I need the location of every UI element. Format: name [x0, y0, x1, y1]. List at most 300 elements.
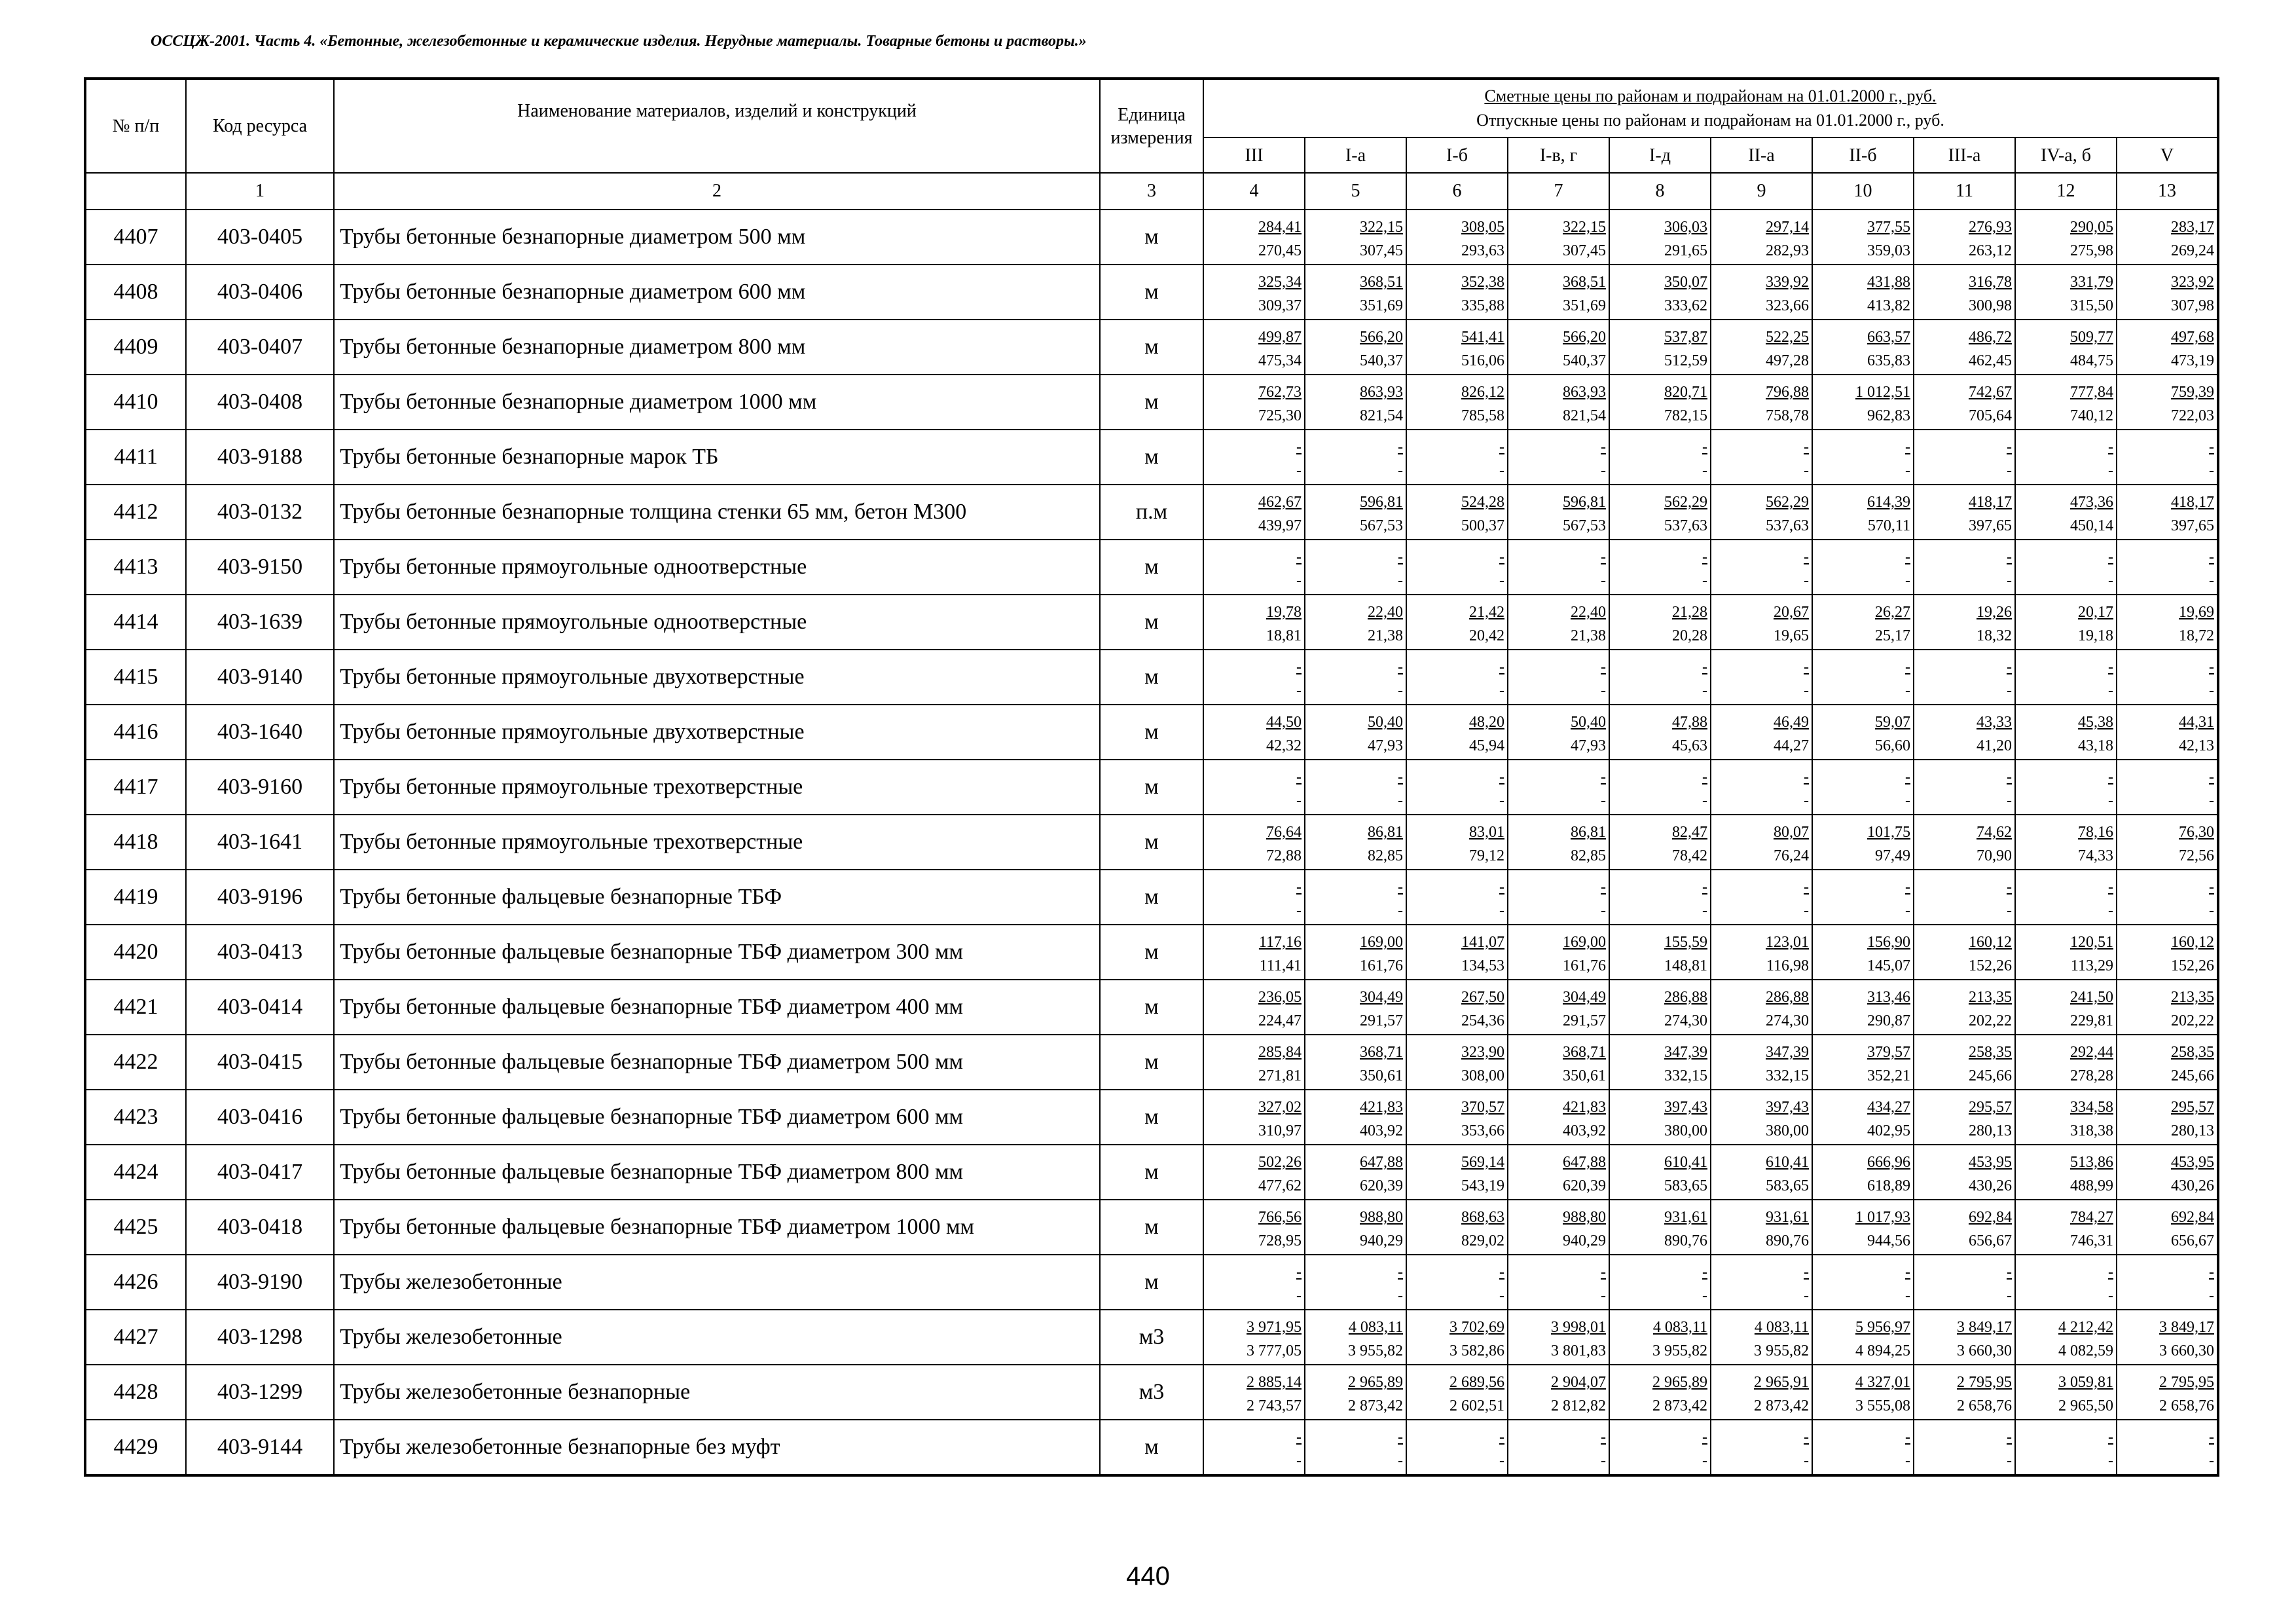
row-number: 4410: [85, 375, 186, 430]
row-number: 4427: [85, 1310, 186, 1365]
release-price: 323,66: [1766, 297, 1809, 314]
row-number: 4420: [85, 925, 186, 980]
price-cell: [1203, 1090, 1305, 1145]
price-cell: [2117, 375, 2218, 430]
material-name: Трубы бетонные прямоугольные двухотверстные: [334, 705, 1100, 760]
release-price: 351,69: [1563, 297, 1606, 314]
estimate-price: -: [2108, 549, 2113, 566]
price-cell: [1711, 1145, 1812, 1200]
price-cell: [1711, 1035, 1812, 1090]
price-cell: [1609, 705, 1711, 760]
estimate-price: 3 998,01: [1551, 1319, 1606, 1336]
price-cell: [1406, 1090, 1508, 1145]
estimate-price: 19,26: [1977, 604, 2012, 621]
price-cell: [2117, 1255, 2218, 1310]
estimate-price: -: [1702, 1429, 1707, 1446]
estimate-price: -: [1601, 1429, 1606, 1446]
release-price: -: [1601, 902, 1606, 919]
resource-code: 403-0405: [186, 210, 334, 265]
estimate-price: 692,84: [1969, 1209, 2012, 1226]
release-price: 19,65: [1774, 627, 1809, 644]
release-price: 403,92: [1360, 1122, 1403, 1139]
estimate-price: -: [2108, 1429, 2113, 1446]
estimate-price: 370,57: [1461, 1099, 1504, 1116]
resource-code: 403-9196: [186, 870, 334, 925]
price-cell: [1914, 1035, 2015, 1090]
release-price: -: [2209, 682, 2214, 699]
row-number: 4421: [85, 980, 186, 1035]
resource-code: 403-9160: [186, 760, 334, 815]
release-price: 274,30: [1766, 1012, 1809, 1029]
price-cell: [1305, 1365, 1406, 1420]
estimate-price: 820,71: [1664, 384, 1707, 401]
price-cell: [2015, 1200, 2117, 1255]
price-cell: [1406, 815, 1508, 870]
unit: м: [1100, 980, 1203, 1035]
estimate-price: -: [1296, 439, 1302, 456]
estimate-price: 45,38: [2078, 714, 2113, 731]
unit: м: [1100, 1035, 1203, 1090]
release-price: 282,93: [1766, 242, 1809, 259]
release-price: 962,83: [1867, 407, 1910, 424]
estimate-price: 236,05: [1258, 989, 1302, 1006]
row-number: 4414: [85, 595, 186, 650]
estimate-price: 614,39: [1867, 494, 1910, 511]
price-cell: [1203, 210, 1305, 265]
estimate-price: 82,47: [1672, 824, 1707, 841]
estimate-price: 4 083,11: [1348, 1319, 1403, 1336]
table-row: [85, 1145, 2218, 1200]
release-price: 145,07: [1867, 957, 1910, 974]
table-row: [85, 320, 2218, 375]
material-name: Трубы бетонные фальцевые безнапорные ТБФ: [334, 870, 1100, 925]
release-price: -: [2209, 572, 2214, 589]
release-price: 271,81: [1258, 1067, 1302, 1084]
unit: м: [1100, 760, 1203, 815]
price-cell: [1305, 595, 1406, 650]
price-cell: [1305, 1255, 1406, 1310]
price-cell: [1609, 540, 1711, 595]
price-cell: [1711, 1255, 1812, 1310]
row-number: 4412: [85, 485, 186, 540]
estimate-price: -: [1398, 549, 1403, 566]
estimate-price: 21,42: [1469, 604, 1504, 621]
estimate-price: -: [1398, 1264, 1403, 1281]
estimate-price: 59,07: [1875, 714, 1910, 731]
estimate-price: -: [1601, 549, 1606, 566]
estimate-price: 26,27: [1875, 604, 1910, 621]
estimate-price: -: [1398, 879, 1403, 896]
release-price: 4 894,25: [1855, 1342, 1910, 1359]
price-cell: [1508, 1255, 1609, 1310]
price-cell: [1812, 980, 1914, 1035]
estimate-price: -: [1702, 769, 1707, 786]
unit: м: [1100, 1200, 1203, 1255]
header-prices-estimate: Сметные цены по районам и подрайонам на 01.01.2000 г., руб.: [1484, 86, 1937, 106]
price-cell: [1406, 375, 1508, 430]
release-price: 45,94: [1469, 737, 1504, 754]
release-price: -: [1905, 572, 1910, 589]
price-cell: [2015, 925, 2117, 980]
estimate-price: 46,49: [1774, 714, 1809, 731]
release-price: 2 965,50: [2058, 1397, 2113, 1414]
material-name: Трубы железобетонные: [334, 1255, 1100, 1310]
price-cell: [1711, 210, 1812, 265]
resource-code: 403-9140: [186, 650, 334, 705]
estimate-price: 431,88: [1867, 274, 1910, 291]
release-price: 82,85: [1571, 847, 1606, 864]
estimate-price: 86,81: [1368, 824, 1403, 841]
price-cell: [2015, 980, 2117, 1035]
resource-code: 403-0406: [186, 265, 334, 320]
price-cell: [1609, 1310, 1711, 1365]
estimate-price: -: [1601, 879, 1606, 896]
price-cell: [2015, 1035, 2117, 1090]
unit: м: [1100, 1090, 1203, 1145]
release-price: -: [2007, 1452, 2012, 1469]
estimate-price: -: [2007, 549, 2012, 566]
release-price: -: [1499, 1452, 1504, 1469]
price-cell: [1812, 1145, 1914, 1200]
estimate-price: 397,43: [1664, 1099, 1707, 1116]
release-price: 161,76: [1360, 957, 1403, 974]
table-row: [85, 760, 2218, 815]
estimate-price: 101,75: [1867, 824, 1910, 841]
resource-code: 403-1299: [186, 1365, 334, 1420]
estimate-price: 692,84: [2171, 1209, 2214, 1226]
release-price: 300,98: [1969, 297, 2012, 314]
release-price: 56,60: [1875, 737, 1910, 754]
release-price: 245,66: [1969, 1067, 2012, 1084]
document-header: ОССЦЖ-2001. Часть 4. «Бетонные, железобетонные и керамические изделия. Нерудные материалы. Товарные бетоны и растворы.»: [151, 33, 1087, 50]
release-price: 3 955,82: [1652, 1342, 1707, 1359]
estimate-price: 322,15: [1360, 219, 1403, 236]
price-cell: [2015, 540, 2117, 595]
release-price: 134,53: [1461, 957, 1504, 974]
row-number: 4407: [85, 210, 186, 265]
release-price: -: [1905, 902, 1910, 919]
estimate-price: 276,93: [1969, 219, 2012, 236]
estimate-price: 306,03: [1664, 219, 1707, 236]
price-cell: [1406, 540, 1508, 595]
estimate-price: 762,73: [1258, 384, 1302, 401]
estimate-price: 313,46: [1867, 989, 1910, 1006]
price-cell: [1406, 1200, 1508, 1255]
release-price: 269,24: [2171, 242, 2214, 259]
price-cell: [2015, 1090, 2117, 1145]
row-number: 4423: [85, 1090, 186, 1145]
release-price: 308,00: [1461, 1067, 1504, 1084]
release-price: 116,98: [1766, 957, 1809, 974]
release-price: 540,37: [1563, 352, 1606, 369]
estimate-price: 43,33: [1977, 714, 2012, 731]
price-cell: [1609, 1200, 1711, 1255]
table-row: [85, 815, 2218, 870]
estimate-price: -: [1702, 549, 1707, 566]
estimate-price: 759,39: [2171, 384, 2214, 401]
release-price: 274,30: [1664, 1012, 1707, 1029]
estimate-price: 497,68: [2171, 329, 2214, 346]
price-cell: [1305, 430, 1406, 485]
release-price: 620,39: [1360, 1177, 1403, 1194]
price-cell: [1812, 815, 1914, 870]
release-price: 497,28: [1766, 352, 1809, 369]
price-cell: [1508, 980, 1609, 1035]
release-price: -: [1905, 682, 1910, 699]
release-price: -: [2108, 462, 2113, 479]
price-cell: [1914, 870, 2015, 925]
price-cell: [2117, 485, 2218, 540]
row-number: 4425: [85, 1200, 186, 1255]
price-cell: [1812, 1200, 1914, 1255]
price-cell: [1305, 705, 1406, 760]
estimate-price: 509,77: [2070, 329, 2113, 346]
estimate-price: 596,81: [1360, 494, 1403, 511]
release-price: 152,26: [1969, 957, 2012, 974]
release-price: -: [1398, 1452, 1403, 1469]
price-cell: [1711, 540, 1812, 595]
estimate-price: -: [1804, 769, 1809, 786]
release-price: -: [2108, 572, 2113, 589]
resource-code: 403-1640: [186, 705, 334, 760]
price-cell: [1812, 925, 1914, 980]
estimate-price: -: [1905, 659, 1910, 676]
release-price: -: [1905, 462, 1910, 479]
price-cell: [2117, 595, 2218, 650]
price-cell: [1609, 210, 1711, 265]
price-cell: [1711, 1090, 1812, 1145]
release-price: -: [1702, 792, 1707, 809]
price-cell: [1508, 1200, 1609, 1255]
release-price: 540,37: [1360, 352, 1403, 369]
resource-code: 403-9190: [186, 1255, 334, 1310]
release-price: 475,34: [1258, 352, 1302, 369]
unit: м: [1100, 650, 1203, 705]
release-price: 500,37: [1461, 517, 1504, 534]
estimate-price: -: [2007, 659, 2012, 676]
estimate-price: 1 017,93: [1855, 1209, 1910, 1226]
price-cell: [1711, 760, 1812, 815]
estimate-price: -: [1499, 549, 1504, 566]
estimate-price: -: [2007, 769, 2012, 786]
estimate-price: 3 971,95: [1247, 1319, 1302, 1336]
price-table: [84, 77, 2219, 1477]
table-row: [85, 375, 2218, 430]
column-number: 3: [1100, 173, 1203, 210]
unit: м: [1100, 210, 1203, 265]
price-cell: [1609, 1255, 1711, 1310]
column-number: 6: [1406, 173, 1508, 210]
price-cell: [1914, 265, 2015, 320]
estimate-price: 368,51: [1360, 274, 1403, 291]
price-cell: [1711, 870, 1812, 925]
price-cell: [1508, 1310, 1609, 1365]
material-name: Трубы бетонные прямоугольные трехотверстные: [334, 815, 1100, 870]
release-price: 537,63: [1664, 517, 1707, 534]
release-price: 537,63: [1766, 517, 1809, 534]
release-price: 2 873,42: [1348, 1397, 1403, 1414]
price-cell: [1812, 540, 1914, 595]
estimate-price: 4 083,11: [1652, 1319, 1707, 1336]
estimate-price: -: [2007, 1429, 2012, 1446]
price-cell: [1406, 1420, 1508, 1475]
estimate-price: -: [1296, 1429, 1302, 1446]
estimate-price: -: [2108, 659, 2113, 676]
estimate-price: -: [2209, 659, 2214, 676]
release-price: -: [1702, 462, 1707, 479]
price-cell: [2117, 1200, 2218, 1255]
release-price: -: [1398, 902, 1403, 919]
release-price: -: [1296, 572, 1302, 589]
estimate-price: 647,88: [1360, 1154, 1403, 1171]
price-cell: [1508, 375, 1609, 430]
price-cell: [1305, 1310, 1406, 1365]
release-price: 318,38: [2070, 1122, 2113, 1139]
price-cell: [1711, 1365, 1812, 1420]
release-price: 2 658,76: [1957, 1397, 2012, 1414]
release-price: 2 873,42: [1754, 1397, 1809, 1414]
estimate-price: 784,27: [2070, 1209, 2113, 1226]
price-cell: [1305, 1145, 1406, 1200]
unit: м: [1100, 1145, 1203, 1200]
material-name: Трубы бетонные прямоугольные трехотверстные: [334, 760, 1100, 815]
material-name: Трубы бетонные безнапорные марок ТБ: [334, 430, 1100, 485]
column-number: 12: [2015, 173, 2117, 210]
release-price: 111,41: [1259, 957, 1302, 974]
price-cell: [1406, 1310, 1508, 1365]
price-cell: [1609, 925, 1711, 980]
resource-code: 403-0416: [186, 1090, 334, 1145]
price-cell: [1508, 430, 1609, 485]
release-price: 332,15: [1766, 1067, 1809, 1084]
price-cell: [1406, 595, 1508, 650]
release-price: 656,67: [2171, 1232, 2214, 1249]
release-price: -: [1702, 572, 1707, 589]
unit: м: [1100, 705, 1203, 760]
release-price: 722,03: [2171, 407, 2214, 424]
material-name: Трубы бетонные безнапорные диаметром 600 мм: [334, 265, 1100, 320]
release-price: -: [1296, 462, 1302, 479]
estimate-price: 766,56: [1258, 1209, 1302, 1226]
price-cell: [1914, 1310, 2015, 1365]
price-cell: [1711, 595, 1812, 650]
price-cell: [1406, 265, 1508, 320]
price-cell: [1914, 1365, 2015, 1420]
release-price: -: [1601, 462, 1606, 479]
estimate-price: 347,39: [1766, 1044, 1809, 1061]
unit: м3: [1100, 1310, 1203, 1365]
material-name: Трубы бетонные безнапорные толщина стенки 65 мм, бетон М300: [334, 485, 1100, 540]
row-number: 4408: [85, 265, 186, 320]
estimate-price: -: [1905, 1264, 1910, 1281]
release-price: 72,88: [1266, 847, 1302, 864]
price-cell: [1305, 1090, 1406, 1145]
release-price: 78,42: [1672, 847, 1707, 864]
unit: м: [1100, 925, 1203, 980]
price-cell: [1203, 320, 1305, 375]
estimate-price: 213,35: [2171, 989, 2214, 1006]
price-cell: [1203, 375, 1305, 430]
price-cell: [2015, 485, 2117, 540]
release-price: 263,12: [1969, 242, 2012, 259]
release-price: -: [2007, 902, 2012, 919]
release-price: -: [1804, 1452, 1809, 1469]
release-price: 202,22: [2171, 1012, 2214, 1029]
estimate-price: 44,31: [2179, 714, 2214, 731]
price-cell: [1914, 430, 2015, 485]
price-cell: [2117, 1035, 2218, 1090]
estimate-price: 19,69: [2179, 604, 2214, 621]
release-price: 307,98: [2171, 297, 2214, 314]
price-cell: [1406, 760, 1508, 815]
release-price: 746,31: [2070, 1232, 2113, 1249]
price-cell: [1711, 320, 1812, 375]
header-unit: Единица измерения: [1100, 79, 1203, 173]
release-price: 202,22: [1969, 1012, 2012, 1029]
estimate-price: 2 965,89: [1652, 1374, 1707, 1391]
estimate-price: 2 885,14: [1247, 1374, 1302, 1391]
release-price: -: [1499, 462, 1504, 479]
release-price: -: [1601, 1287, 1606, 1304]
release-price: -: [1398, 1287, 1403, 1304]
price-cell: [1406, 430, 1508, 485]
price-cell: [1711, 265, 1812, 320]
estimate-price: 325,34: [1258, 274, 1302, 291]
estimate-price: 742,67: [1969, 384, 2012, 401]
release-price: 2 873,42: [1652, 1397, 1707, 1414]
price-cell: [1711, 650, 1812, 705]
release-price: 430,26: [2171, 1177, 2214, 1194]
estimate-price: 120,51: [2070, 934, 2113, 951]
header-prices: [1203, 79, 2218, 138]
release-price: 430,26: [1969, 1177, 2012, 1194]
table-row: [85, 1365, 2218, 1420]
price-cell: [1203, 760, 1305, 815]
price-cell: [1609, 430, 1711, 485]
estimate-price: 421,83: [1563, 1099, 1606, 1116]
release-price: 291,65: [1664, 242, 1707, 259]
estimate-price: 74,62: [1977, 824, 2012, 841]
estimate-price: -: [1398, 659, 1403, 676]
material-name: Трубы бетонные фальцевые безнапорные ТБФ диаметром 400 мм: [334, 980, 1100, 1035]
release-price: 403,92: [1563, 1122, 1606, 1139]
release-price: -: [1804, 792, 1809, 809]
estimate-price: 462,67: [1258, 494, 1302, 511]
unit: п.м: [1100, 485, 1203, 540]
release-price: 2 812,82: [1551, 1397, 1606, 1414]
release-price: 254,36: [1461, 1012, 1504, 1029]
price-cell: [2117, 650, 2218, 705]
release-price: 43,18: [2078, 737, 2113, 754]
estimate-price: -: [1398, 1429, 1403, 1446]
price-cell: [1305, 760, 1406, 815]
price-cell: [1203, 540, 1305, 595]
release-price: 82,85: [1368, 847, 1403, 864]
release-price: 3 777,05: [1247, 1342, 1302, 1359]
estimate-price: 295,57: [2171, 1099, 2214, 1116]
price-cell: [1203, 430, 1305, 485]
release-price: 3 555,08: [1855, 1397, 1910, 1414]
estimate-price: -: [1601, 439, 1606, 456]
estimate-price: -: [1601, 1264, 1606, 1281]
price-cell: [1305, 925, 1406, 980]
release-price: -: [1702, 682, 1707, 699]
release-price: 18,32: [1977, 627, 2012, 644]
release-price: 821,54: [1360, 407, 1403, 424]
price-cell: [1914, 320, 2015, 375]
estimate-price: 169,00: [1360, 934, 1403, 951]
estimate-price: 286,88: [1664, 989, 1707, 1006]
